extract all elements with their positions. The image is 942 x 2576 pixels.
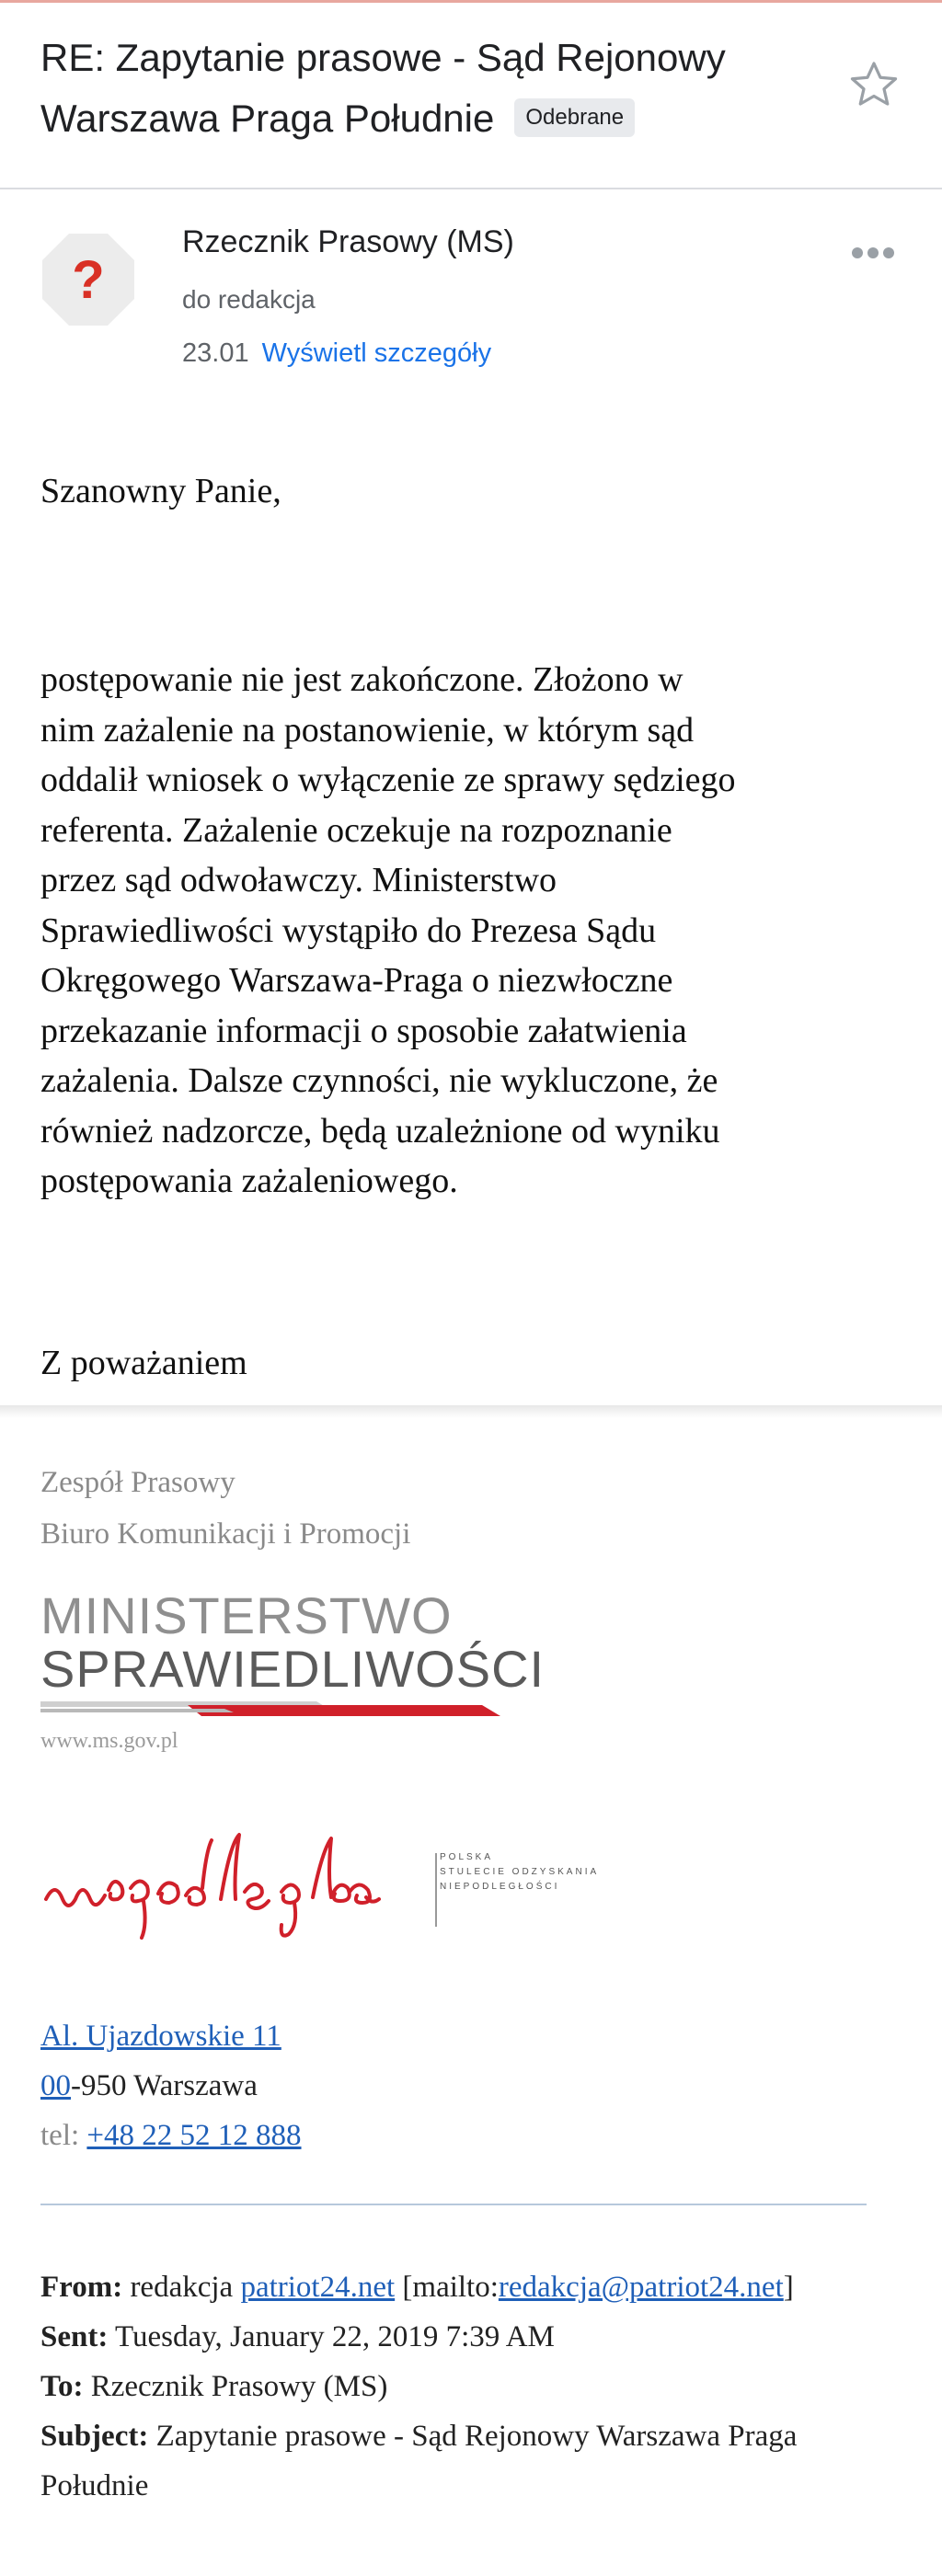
- ministry-website: www.ms.gov.pl: [40, 1729, 178, 1753]
- address-street: [40, 2020, 281, 2054]
- signature-office: Biuro Komunikacji i Promocji: [40, 1517, 411, 1551]
- address-phone: [40, 2119, 302, 2153]
- sender-name[interactable]: Rzecznik Prasowy (MS): [182, 224, 514, 259]
- sent-date: 23.01: [182, 338, 249, 368]
- sent-label: Sent:: [40, 2320, 109, 2353]
- from-email-link[interactable]: redakcja@patriot24.net: [498, 2271, 784, 2304]
- dot: [852, 247, 863, 258]
- subject-label: Subject:: [40, 2420, 149, 2453]
- tel-label: tel:: [40, 2119, 87, 2152]
- to-value: Rzecznik Prasowy (MS): [83, 2370, 388, 2403]
- quoted-from: [40, 2262, 905, 2312]
- from-mailto: [mailto:: [395, 2271, 499, 2304]
- email-subject: [40, 28, 832, 149]
- greeting: Szanowny Panie,: [40, 472, 281, 510]
- street-link[interactable]: Al. Ujazdowskie 11: [40, 2020, 281, 2053]
- quoted-sent: [40, 2312, 905, 2362]
- closing: Z poważaniem: [40, 1344, 247, 1382]
- address-postal: [40, 2069, 258, 2103]
- ministry-logo-flag-icon: [40, 1698, 500, 1720]
- from-domain-link[interactable]: patriot24.net: [240, 2271, 396, 2304]
- sent-value: Tuesday, January 22, 2019 7:39 AM: [108, 2320, 555, 2353]
- quoted-to: [40, 2362, 905, 2411]
- dot: [867, 247, 879, 258]
- niepodlegla-caption: [440, 1850, 661, 1895]
- header-divider: [0, 188, 942, 189]
- inbox-label-badge[interactable]: Odebrane: [514, 98, 635, 137]
- caption-line-3: NIEPODLEGŁOŚCI: [440, 1882, 560, 1892]
- more-options-icon[interactable]: [852, 246, 900, 265]
- dot: [883, 247, 894, 258]
- ministry-logo-line2: SPRAWIEDLIWOŚCI: [40, 1640, 546, 1698]
- date-row: [182, 338, 491, 369]
- ministry-logo-line1: MINISTERSTWO: [40, 1586, 453, 1644]
- recipient-line: do redakcja: [182, 285, 316, 314]
- to-label: To:: [40, 2370, 84, 2403]
- star-icon[interactable]: [846, 57, 902, 112]
- postal-link[interactable]: 00: [40, 2069, 71, 2102]
- question-mark-icon: ?: [72, 249, 105, 310]
- quoted-subject: [40, 2411, 905, 2511]
- message-paragraph: postępowanie nie jest zakończone. Złożono w nim zażalenie na postanowienie, w którym sąd oddalił wniosek o wyłączenie ze sprawy sędziego referenta. Zażalenie oczekuje na rozpoznanie przez sąd odwoławczy. Ministerstwo Sprawiedliwości wystąpiło do Prezesa Sądu Okręgowego Warszawa-Praga o niezwłoczne przekazanie informacji o sposobie załatwienia zażalenia. Dalsze czynności, nie wykluczone, że również nadzorcze, będą uzależnione od wyniku postępowania zażaleniowego.: [40, 660, 736, 1200]
- subject-line-2-text: Warszawa Praga Południe: [40, 97, 495, 140]
- quoted-fold-shadow: [0, 1405, 942, 1418]
- caption-line-2: STULECIE ODZYSKANIA: [440, 1867, 600, 1877]
- from-end: ]: [783, 2271, 794, 2304]
- from-label: From:: [40, 2271, 123, 2304]
- quoted-separator: [40, 2204, 867, 2205]
- phone-link[interactable]: +48 22 52 12 888: [86, 2119, 302, 2152]
- subject-value: Zapytanie prasowe - Sąd Rejonowy Warszawa Praga Południe: [40, 2420, 798, 2502]
- caption-line-1: POLSKA: [440, 1852, 494, 1862]
- show-details-link[interactable]: Wyświetl szczegóły: [261, 338, 492, 368]
- from-name: redakcja: [122, 2271, 241, 2304]
- subject-line-1: RE: Zapytanie prasowe - Sąd Rejonowy: [40, 36, 726, 79]
- top-accent-line: [0, 0, 942, 3]
- niepodlegla-script: [46, 1835, 379, 1938]
- subject-line-2: [40, 88, 832, 149]
- sender-avatar[interactable]: [40, 232, 136, 327]
- signature-team: Zespół Prasowy: [40, 1466, 236, 1499]
- postal-city: -950 Warszawa: [71, 2069, 258, 2102]
